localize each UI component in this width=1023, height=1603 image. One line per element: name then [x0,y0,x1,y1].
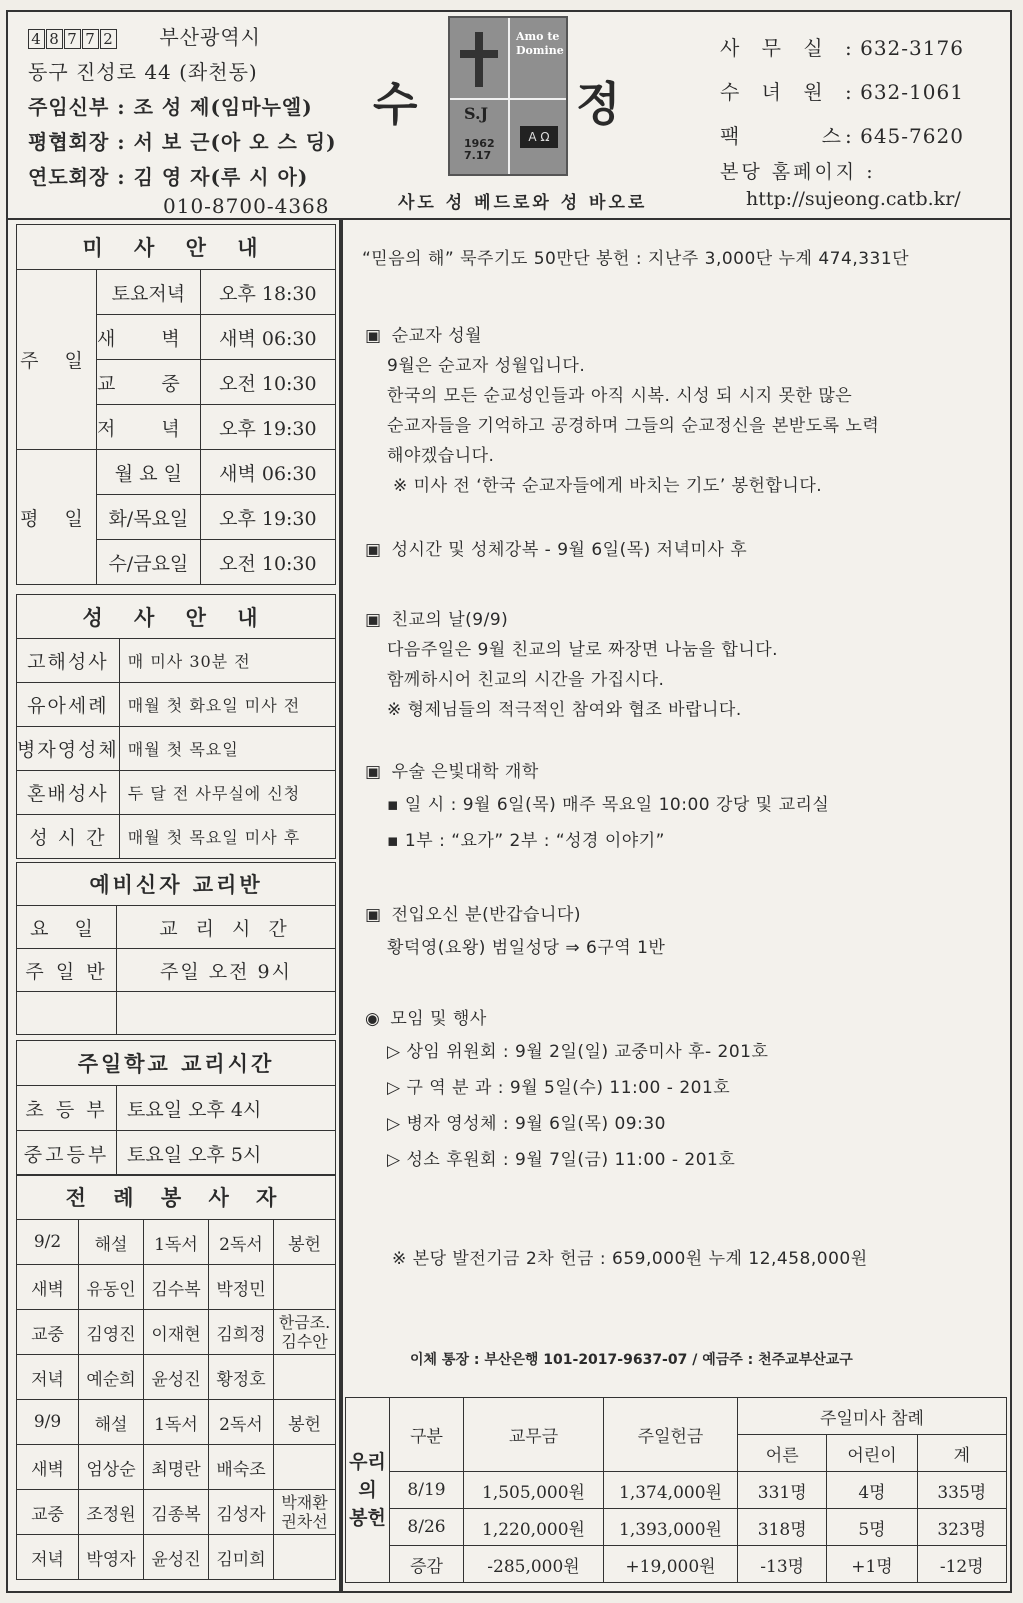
liturgy-person: 유동인 [79,1265,144,1310]
liturgy-person: 김수복 [144,1265,209,1310]
martyr-notice [365,321,995,501]
row-total: 335명 [917,1472,1006,1509]
offering-side-label: 우리의 봉헌 [346,1398,390,1583]
sacrament-info: 매월 첫 목요일 [119,727,335,771]
mass-title: 미 사 안 내 [17,225,336,270]
row-category: 증감 [390,1546,464,1583]
notice-line: ▷ 성소 후원회 : 9월 7일(금) 11:00 - 201호 [387,1150,736,1170]
catechumen-table [16,862,336,1035]
row-offering: 1,393,000원 [604,1509,738,1546]
notice-line: 9월은 순교자 성월입니다. [387,356,586,376]
mass-name: 저 녁 [97,405,201,450]
row-category: 8/26 [390,1509,464,1546]
notice-line: 황덕영(요왕) 범일성당 ⇒ 6구역 1반 [387,938,666,958]
meetings-title: ◉ 모임 및 행사 [365,1004,995,1034]
row-dues: 1,220,000원 [464,1509,604,1546]
liturgy-title: 전 례 봉 사 자 [17,1175,336,1220]
notice-line: ▪ 1부 : “요가” 2부 : “성경 이야기” [387,831,665,851]
patron-saints: 사도 성 베드로와 성 바오로 [398,193,648,213]
liturgy-mass: 교중 [17,1310,79,1355]
mass-name: 화/목요일 [97,495,201,540]
sj-mark: S.J [464,104,489,123]
liturgy-col-header: 해설 [79,1220,144,1265]
office-label: 사 무 실 [720,36,831,60]
newcomer-title: ▣ 전입오신 분(반갑습니다) [365,900,995,930]
parish-logo [368,12,678,218]
header-child: 어린이 [827,1435,917,1472]
address: 동구 진성로 44 (좌천동) [28,60,258,84]
notice-line: ※ 미사 전 ‘한국 순교자들에게 바치는 기도’ 봉헌합니다. [393,476,823,496]
liturgy-person: 박정민 [209,1265,274,1310]
liturgy-mass: 새벽 [17,1265,79,1310]
row-child: +1명 [827,1546,917,1583]
liturgy-person: 예순희 [79,1355,144,1400]
sacrament-name: 고해성사 [17,639,120,683]
newcomer-notice [365,900,995,966]
notice-line: ▷ 병자 영성체 : 9월 6일(목) 09:30 [387,1114,666,1134]
sunday-school-title: 주일학교 교리시간 [17,1041,336,1086]
liturgy-person [274,1535,336,1580]
homepage-link[interactable]: http://sujeong.catb.kr/ [746,188,961,210]
zip-digit: 8 [46,29,63,49]
school-time: 토요일 오후 5시 [117,1131,336,1176]
notice-line: ▷ 구 역 분 과 : 9월 5일(수) 11:00 - 201호 [387,1078,731,1098]
sacrament-info: 두 달 전 사무실에 신청 [119,771,335,815]
row-offering: 1,374,000원 [604,1472,738,1509]
notice-line: 순교자들을 기억하고 공경하며 그들의 순교정신을 본받도록 노력 [387,416,880,436]
school-grade: 초 등 부 [17,1086,117,1131]
mass-time: 오전 10:30 [200,540,335,585]
sacraments-table [16,594,336,859]
founded-date: 1962 7.17 [464,137,495,162]
shield-emblem [448,16,568,176]
convent-label: 수 녀 원 [720,80,831,104]
notice-line: 다음주일은 9월 친교의 날로 짜장면 나눔을 합니다. [387,640,779,660]
sunday-label: 주 일 [17,270,97,450]
mass-time: 새벽 06:30 [200,450,335,495]
liturgy-person [274,1355,336,1400]
logo-word-jeong: 정 [576,77,621,131]
mass-name: 수/금요일 [97,540,201,585]
phone: 010-8700-4368 [163,194,330,218]
liturgy-person: 최명란 [144,1445,209,1490]
sacrament-info: 매월 첫 목요일 미사 후 [119,815,335,859]
liturgy-col-header: 1독서 [144,1220,209,1265]
liturgy-person: 김미희 [209,1535,274,1580]
liturgy-date: 9/9 [17,1400,79,1445]
convent-phone: : 632-1061 [845,80,964,104]
fax-label: 팩 스 [720,124,879,148]
liturgy-person: 이재현 [144,1310,209,1355]
liturgy-col-header: 2독서 [209,1220,274,1265]
row-child: 5명 [827,1509,917,1546]
liturgy-col-header: 2독서 [209,1400,274,1445]
notice-line: ※ 형제님들의 적극적인 참여와 협조 바랍니다. [387,700,742,720]
friendship-notice [365,605,995,725]
catechumen-title: 예비신자 교리반 [17,863,336,906]
liturgy-person: 윤성진 [144,1535,209,1580]
holyhour-notice [365,535,995,565]
liturgy-person: 박영자 [79,1535,144,1580]
mass-time: 오전 10:30 [200,360,335,405]
holyhour-title: ▣ 성시간 및 성체강복 - 9월 6일(목) 저녁미사 후 [365,535,995,565]
martyr-title: ▣ 순교자 성월 [365,321,995,351]
liturgy-person [274,1445,336,1490]
header-category: 구분 [390,1398,464,1472]
pastor: 주임신부 : 조 성 제(임마누엘) [28,95,313,119]
notice-line: 함께하시어 친교의 시간을 가집시다. [387,670,665,690]
office-phone: : 632-3176 [845,36,964,60]
catechumen-time-header: 교 리 시 간 [117,906,336,949]
mass-time: 오후 19:30 [200,495,335,540]
mass-name: 새 벽 [97,315,201,360]
city: 부산광역시 [159,25,261,49]
liturgy-col-header: 1독서 [144,1400,209,1445]
catechumen-day: 주 일 반 [17,949,117,992]
liturgy-col-header: 봉헌 [274,1220,336,1265]
liturgy-mass: 새벽 [17,1445,79,1490]
mass-name: 교 중 [97,360,201,405]
bank-account: 이체 통장 : 부산은행 101-2017-9637-07 / 예금주 : 천주교부산교구 [410,1352,853,1368]
catechumen-day-header: 요 일 [17,906,117,949]
silver-college-notice [365,757,995,859]
liturgy-mass: 저녁 [17,1535,79,1580]
fax-number: : 645-7620 [845,124,964,148]
header [6,10,1012,220]
liturgy-person: 황정호 [209,1355,274,1400]
zip-digit: 2 [100,29,117,49]
liturgy-person: 김희정 [209,1310,274,1355]
liturgy-mass: 교중 [17,1490,79,1535]
liturgy-date: 9/2 [17,1220,79,1265]
header-adult: 어른 [738,1435,827,1472]
liturgy-person: 배숙조 [209,1445,274,1490]
alpha-omega-icon: A Ω [520,126,558,148]
sacrament-info: 매월 첫 화요일 미사 전 [119,683,335,727]
liturgy-person: 김성자 [209,1490,274,1535]
mass-time: 오후 19:30 [200,405,335,450]
liturgy-person: 조정원 [79,1490,144,1535]
row-total: -12명 [917,1546,1006,1583]
mass-name: 월 요 일 [97,450,201,495]
sunday-school-table [16,1040,336,1176]
school-time: 토요일 오후 4시 [117,1086,336,1131]
row-adult: 331명 [738,1472,827,1509]
notice-line: 한국의 모든 순교성인들과 아직 시복. 시성 되 시지 못한 많은 [387,386,853,406]
sacrament-name: 병자영성체 [17,727,120,771]
zip-digit: 7 [82,29,99,49]
mass-time: 새벽 06:30 [200,315,335,360]
liturgy-col-header: 봉헌 [274,1400,336,1445]
liturgy-person [274,1265,336,1310]
liturgy-person: 박재환 권차선 [274,1490,336,1535]
cross-icon [475,32,483,87]
liturgy-person: 김종복 [144,1490,209,1535]
offering-table [345,1397,1007,1583]
row-offering: +19,000원 [604,1546,738,1583]
header-dues: 교무금 [464,1398,604,1472]
liturgy-servers-table [16,1174,336,1580]
header-attendance: 주일미사 참례 [738,1398,1007,1435]
meetings-notice [365,1004,995,1178]
sacrament-name: 혼배성사 [17,771,120,815]
council-chair: 평협회장 : 서 보 근(아 오 스 딩) [28,130,337,154]
row-total: 323명 [917,1509,1006,1546]
row-category: 8/19 [390,1472,464,1509]
row-adult: -13명 [738,1546,827,1583]
liturgy-person: 윤성진 [144,1355,209,1400]
logo-word-su: 수 [373,77,418,131]
header-offering: 주일헌금 [604,1398,738,1472]
catechumen-time: 주일 오전 9시 [117,949,336,992]
weekday-label: 평 일 [17,450,97,585]
silver-college-title: ▣ 우술 은빛대학 개학 [365,757,995,787]
row-child: 4명 [827,1472,917,1509]
school-grade: 중고등부 [17,1131,117,1176]
parish-info [28,20,358,217]
motto: Amo te Domine [516,30,564,57]
notice-line: ▷ 상임 위원회 : 9월 2일(일) 교중미사 후- 201호 [387,1042,769,1062]
rosary-notice: “믿음의 해” 묵주기도 50만단 봉헌 : 지난주 3,000단 누계 474,331단 [362,249,910,269]
contact-info [720,26,1010,212]
liturgy-person: 김영진 [79,1310,144,1355]
homepage-label: 본당 홈페이지 : [720,161,876,183]
zip-and-city [28,20,358,55]
liturgy-col-header: 해설 [79,1400,144,1445]
row-dues: -285,000원 [464,1546,604,1583]
sacraments-title: 성 사 안 내 [17,595,336,639]
row-adult: 318명 [738,1509,827,1546]
header-total: 계 [917,1435,1006,1472]
liturgy-person: 엄상순 [79,1445,144,1490]
rosary-chair: 연도회장 : 김 영 자(루 시 아) [28,165,309,189]
sacrament-name: 성 시 간 [17,815,120,859]
liturgy-mass: 저녁 [17,1355,79,1400]
mass-schedule-table [16,224,336,585]
mass-time: 오후 18:30 [200,270,335,315]
notice-line: 해야겠습니다. [387,446,495,466]
zip-digit: 4 [28,29,45,49]
liturgy-person: 한금조. 김수안 [274,1310,336,1355]
friendship-title: ▣ 친교의 날(9/9) [365,605,995,635]
row-dues: 1,505,000원 [464,1472,604,1509]
sacrament-name: 유아세례 [17,683,120,727]
sacrament-info: 매 미사 30분 전 [119,639,335,683]
mass-name: 토요저녁 [97,270,201,315]
zip-digit: 7 [64,29,81,49]
fund-notice: ※ 본당 발전기금 2차 헌금 : 659,000원 누계 12,458,000원 [392,1249,868,1269]
notice-line: ▪ 일 시 : 9월 6일(목) 매주 목요일 10:00 강당 및 교리실 [387,795,830,815]
